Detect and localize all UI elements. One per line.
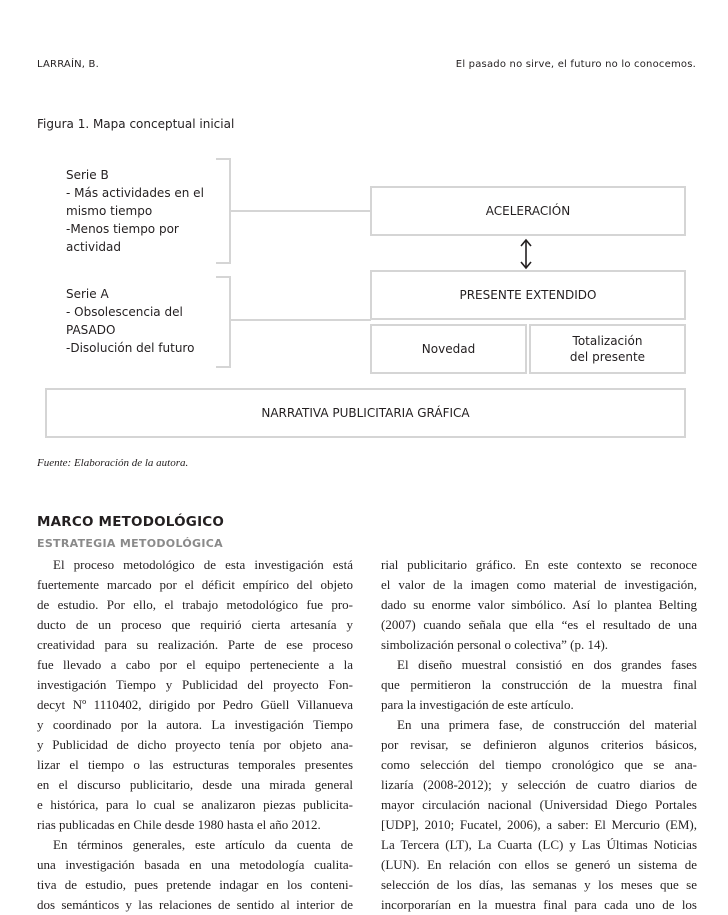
text-line: El proceso metodológico de esta investigación está: [53, 557, 353, 572]
text-line: incorporarían en la muestra final para cada uno de los: [381, 897, 697, 912]
text-line: dado su enorme valor simbólico. Así lo plantea Belting: [381, 597, 697, 612]
section-title: MARCO METODOLÓGICO: [37, 514, 225, 530]
novedad-box: [370, 324, 527, 374]
text-line: para la investigación de este artículo.: [381, 697, 574, 712]
text-line: y coordinado por la autora. La investigación Tiempo: [37, 717, 353, 732]
totalizacion-label-line2: del presente: [569, 350, 646, 364]
running-header-title: El pasado no sirve, el futuro no lo conocemos.: [455, 59, 696, 70]
serie-a-title: Serie A: [66, 287, 109, 301]
text-line: como selección del tiempo cronológico que se ana-: [381, 757, 697, 772]
text-line: y Publicidad de dicho proyecto tenía por objeto ana-: [37, 737, 353, 752]
bracket-a-bottom: [216, 366, 230, 368]
text-line: simbolización personal o colectiva” (p. 14).: [381, 637, 609, 652]
text-line: (LUN). En relación con ellos se generó un sistema de: [381, 857, 697, 872]
text-line: por revisar, se definieron algunos criterios básicos,: [381, 737, 697, 752]
novedad-label: Novedad: [421, 342, 476, 356]
totalizacion-label-line1: Totalización: [572, 334, 643, 348]
text-line: dos semánticos y las relaciones de sentido al interior de: [37, 897, 353, 912]
double-arrow-vertical-icon: [516, 238, 536, 270]
connector-b: [230, 210, 371, 212]
serie-b-title: Serie B: [66, 168, 109, 182]
left-column: [37, 555, 353, 915]
serie-a-line: -Disolución del futuro: [66, 341, 195, 355]
serie-b-line: actividad: [66, 240, 122, 254]
text-line: En términos generales, este artículo da cuenta de: [53, 837, 353, 852]
text-line: lizar el tiempo o las estructuras temporales presentes: [37, 757, 353, 772]
narrativa-box: [45, 388, 686, 438]
text-line: que permitieron la construcción de la muestra final: [381, 677, 697, 692]
serie-b-text: [66, 166, 204, 256]
text-line: lizaría (2008-2012); y selección de cuatro diarios de: [381, 777, 697, 792]
text-line: rial publicitario gráfico. En este contexto se reconoce: [381, 557, 697, 572]
totalizacion-box: [529, 324, 686, 374]
text-line: en el discurso publicitario, desde una mirada general: [37, 777, 353, 792]
text-line: una investigación basada en una metodología cualita-: [37, 857, 353, 872]
serie-a-line: - Obsolescencia del: [66, 305, 183, 319]
right-column: [381, 555, 697, 915]
serie-a-line: PASADO: [66, 323, 116, 337]
paragraph: [381, 555, 697, 655]
serie-b-line: -Menos tiempo por: [66, 222, 179, 236]
text-line: mayor circulación nacional (Universidad Diego Portales: [381, 797, 697, 812]
text-line: En una primera fase, de construcción del material: [397, 717, 697, 732]
text-line: investigación Tiempo y Publicidad del proyecto Fon-: [37, 677, 353, 692]
bracket-b-bottom: [216, 262, 230, 264]
text-line: e histórica, para lo cual se analizaron piezas publicita-: [37, 797, 353, 812]
text-line: [UDP], 2010; Fucatel, 2006), a saber: El Mercurio (EM),: [381, 817, 697, 832]
serie-b-line: - Más actividades en el: [66, 186, 204, 200]
text-line: ducto de un proceso que requirió cierta artesanía y: [37, 617, 353, 632]
narrativa-label: NARRATIVA PUBLICITARIA GRÁFICA: [261, 406, 470, 420]
serie-a-text: [66, 285, 194, 357]
text-line: fue llevado a cabo por el equipo perteneciente a la: [37, 657, 353, 672]
bracket-a-top: [216, 276, 230, 278]
paragraph: [381, 655, 697, 715]
presente-extendido-box: [370, 270, 686, 320]
text-line: La Tercera (LT), La Cuarta (LC) y Las Últimas Noticias: [381, 837, 697, 852]
text-line: de estudio. Por ello, el trabajo metodológico fue pro-: [37, 597, 353, 612]
aceleracion-label: ACELERACIÓN: [485, 204, 571, 218]
bracket-b-top: [216, 158, 230, 160]
text-line: fuertemente marcado por el déficit empírico del objeto: [37, 577, 353, 592]
figure-title: Figura 1. Mapa conceptual inicial: [37, 117, 235, 131]
paragraph: [37, 835, 353, 915]
figure-source: Fuente: Elaboración de la autora.: [37, 457, 189, 469]
section-subtitle: ESTRATEGIA METODOLÓGICA: [37, 537, 223, 550]
presente-extendido-label: PRESENTE EXTENDIDO: [459, 288, 597, 302]
aceleracion-box: [370, 186, 686, 236]
serie-b-line: mismo tiempo: [66, 204, 153, 218]
text-line: el valor de la imagen como material de investigación,: [381, 577, 697, 592]
text-line: El diseño muestral consistió en dos grandes fases: [397, 657, 697, 672]
text-line: decyt Nº 1110402, dirigido por Pedro Güell Villanueva: [37, 697, 353, 712]
text-line: creatividad para su realización. Parte de ese proceso: [37, 637, 353, 652]
text-line: (2007) cuando señala que ella “es el resultado de una: [381, 617, 697, 632]
running-header-author: LARRAÍN, B.: [37, 59, 99, 70]
bracket-a-vertical: [229, 276, 231, 368]
text-line: tiva de estudio, pues pretende indagar en los conteni-: [37, 877, 353, 892]
connector-a: [230, 319, 371, 321]
paragraph: [381, 715, 697, 915]
paragraph: [37, 555, 353, 835]
text-line: selección de los días, las semanas y los meses que se: [381, 877, 697, 892]
text-line: rias publicadas en Chile desde 1980 hasta el año 2012.: [37, 817, 321, 832]
